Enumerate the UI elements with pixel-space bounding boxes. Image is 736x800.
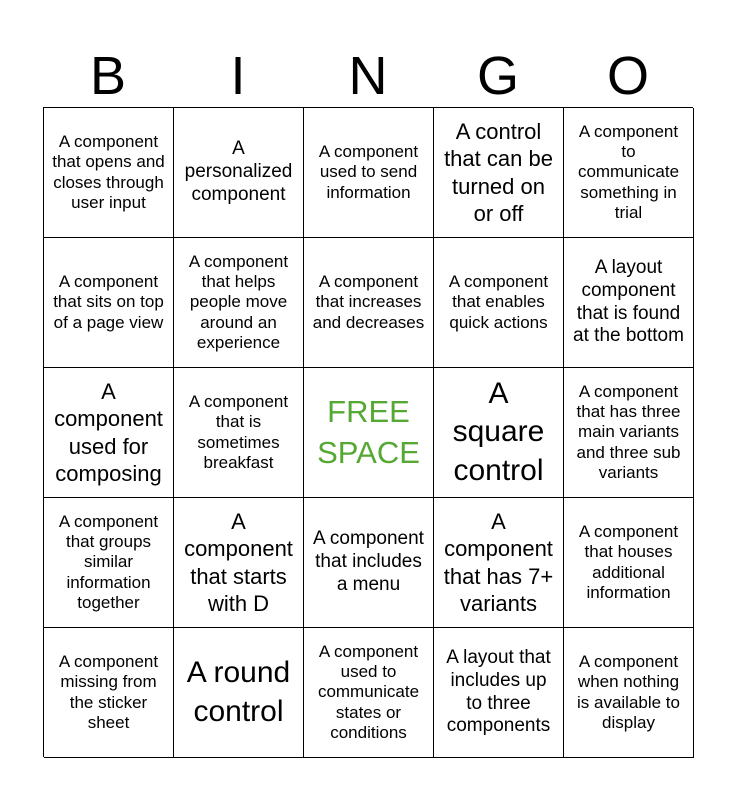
header-letter-o: O [606, 46, 649, 106]
bingo-cell-r4-c1[interactable]: A component that groups similar information together [44, 498, 174, 628]
bingo-cell-r5-c3[interactable]: A component used to communicate states or conditions [304, 628, 434, 758]
bingo-cell-r1-c3[interactable]: A component used to send information [304, 108, 434, 238]
bingo-cell-r5-c2[interactable]: A round control [174, 628, 304, 758]
bingo-cell-r4-c3[interactable]: A component that includes a menu [304, 498, 434, 628]
bingo-cell-r2-c2[interactable]: A component that helps people move around an experience [174, 238, 304, 368]
bingo-cell-r1-c2[interactable]: A personalized component [174, 108, 304, 238]
header-letter-i: I [230, 46, 246, 106]
bingo-cell-r1-c5[interactable]: A component to communicate something in trial [564, 108, 694, 238]
bingo-cell-r3-c4[interactable]: A square control [434, 368, 564, 498]
header-letter-b: B [89, 46, 127, 106]
header-letter-g: G [476, 46, 519, 106]
header-letter-n: N [348, 46, 388, 106]
bingo-cell-r5-c5[interactable]: A component when nothing is available to display [564, 628, 694, 758]
bingo-cell-r2-c3[interactable]: A component that increases and decreases [304, 238, 434, 368]
bingo-cell-r1-c4[interactable]: A control that can be turned on or off [434, 108, 564, 238]
bingo-cell-r4-c5[interactable]: A component that houses additional information [564, 498, 694, 628]
bingo-cell-r2-c5[interactable]: A layout component that is found at the bottom [564, 238, 694, 368]
bingo-cell-r3-c2[interactable]: A component that is sometimes breakfast [174, 368, 304, 498]
bingo-cell-r2-c4[interactable]: A component that enables quick actions [434, 238, 564, 368]
bingo-cell-r5-c1[interactable]: A component missing from the sticker sheet [44, 628, 174, 758]
bingo-header [43, 44, 693, 108]
bingo-cell-r3-c5[interactable]: A component that has three main variants and three sub variants [564, 368, 694, 498]
bingo-cell-r2-c1[interactable]: A component that sits on top of a page view [44, 238, 174, 368]
bingo-cell-r1-c1[interactable]: A component that opens and closes through user input [44, 108, 174, 238]
bingo-cell-r4-c4[interactable]: A component that has 7+ variants [434, 498, 564, 628]
bingo-cell-r4-c2[interactable]: A component that starts with D [174, 498, 304, 628]
free-space-cell: FREE SPACE [304, 368, 434, 498]
bingo-cell-r3-c1[interactable]: A component used for composing [44, 368, 174, 498]
bingo-cell-r5-c4[interactable]: A layout that includes up to three components [434, 628, 564, 758]
bingo-card-grid [43, 107, 693, 757]
